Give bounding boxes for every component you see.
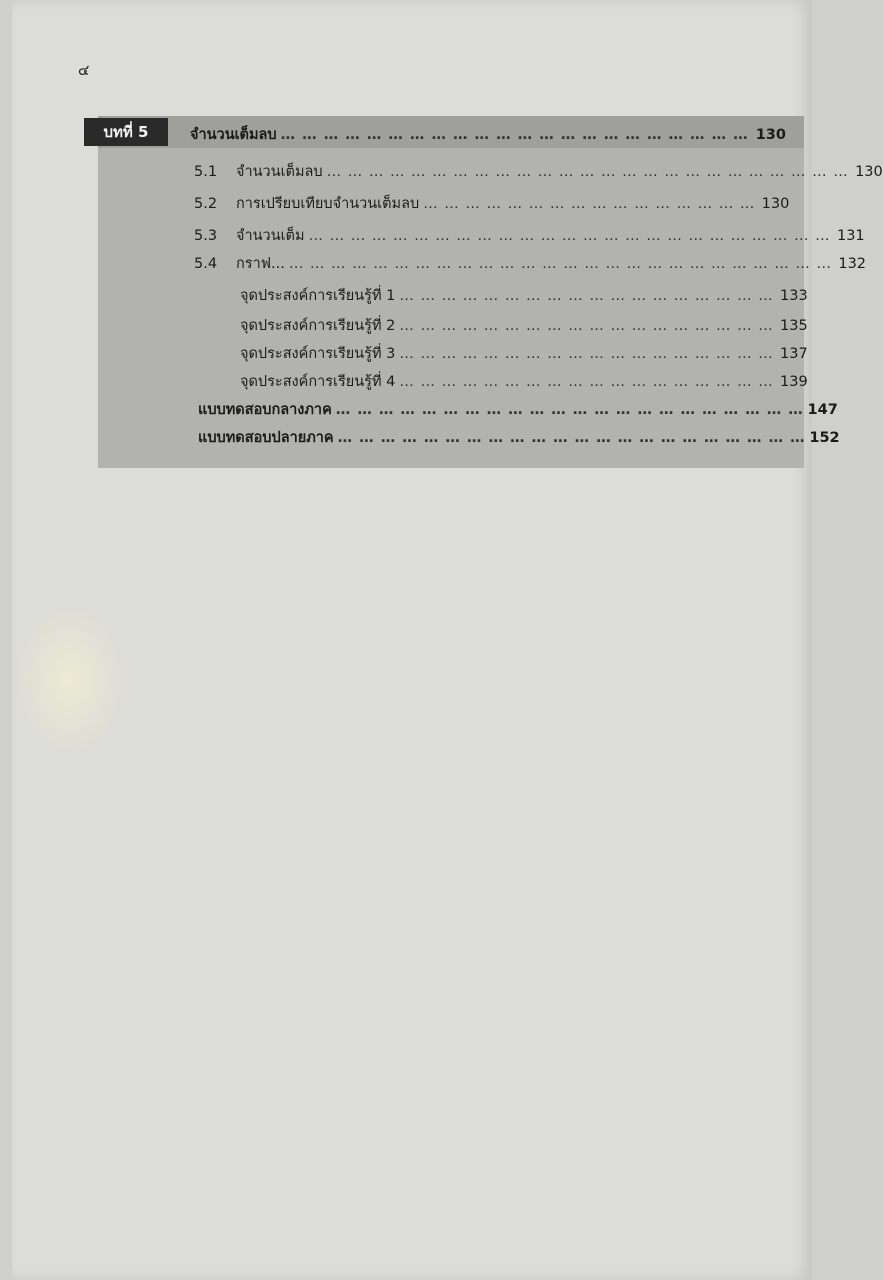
dot-leader: … … … … … … … … … … … … … … … … — [423, 196, 756, 212]
dot-leader: … … … … … … … … … … … … … … … … … … — [399, 318, 774, 334]
chapter-page: 130 — [755, 127, 786, 143]
objective-page: 135 — [780, 318, 808, 334]
dot-leader: … … … … … … … … … … … … … … … … … … … … … … — [280, 127, 749, 143]
entry-number: 5.4 — [194, 256, 218, 272]
dot-leader: … … … … … … … … … … … … … … … … … … … … … … … … … … — [288, 256, 833, 272]
dot-leader: … … … … … … … … … … … … … … … … … … — [399, 346, 774, 362]
dot-leader: … … … … … … … … … … … … … … … … … … … … … … — [337, 430, 806, 446]
entry-number: 5.2 — [194, 196, 218, 212]
objective-title: จุดประสงค์การเรียนรู้ที่ 2 — [240, 318, 396, 334]
chapter-row — [190, 123, 786, 146]
entry-title: จำนวนเต็ม — [236, 228, 305, 244]
chapter-title: จำนวนเต็มลบ — [190, 127, 277, 143]
toc-entry — [194, 160, 883, 183]
toc-entry — [194, 224, 865, 247]
entry-title: กราฟ... — [236, 256, 285, 272]
objective-page: 139 — [780, 374, 808, 390]
objective-title: จุดประสงค์การเรียนรู้ที่ 4 — [240, 374, 396, 390]
table-of-contents — [98, 116, 883, 468]
book-page — [12, 0, 883, 1280]
entry-number: 5.3 — [194, 228, 218, 244]
chapter-tag: บทที่ 5 — [84, 118, 168, 146]
entry-title: จำนวนเต็มลบ — [236, 164, 323, 180]
exam-entry — [198, 398, 838, 421]
objective-entry — [240, 342, 808, 365]
dot-leader: … … … … … … … … … … … … … … … … … … … … … … … … … — [326, 164, 849, 180]
entry-title: การเปรียบเทียบจำนวนเต็มลบ — [236, 196, 420, 212]
chapter-header — [98, 116, 804, 148]
entry-page: 130 — [761, 196, 790, 212]
dot-leader: … … … … … … … … … … … … … … … … … … … … … … … … … — [308, 228, 831, 244]
objective-page: 133 — [780, 288, 808, 304]
objective-entry — [240, 370, 808, 393]
exam-title: แบบทดสอบกลางภาค — [198, 402, 332, 418]
exam-entry — [198, 426, 840, 449]
objective-page: 137 — [780, 346, 808, 362]
dot-leader: … … … … … … … … … … … … … … … … … … … … … … — [335, 402, 804, 418]
objective-entry — [240, 314, 808, 337]
objective-entry — [240, 284, 808, 307]
exam-page: 152 — [809, 430, 840, 446]
dot-leader: … … … … … … … … … … … … … … … … … … — [399, 374, 774, 390]
page-number: ๔ — [78, 61, 90, 79]
exam-title: แบบทดสอบปลายภาค — [198, 430, 334, 446]
objective-title: จุดประสงค์การเรียนรู้ที่ 3 — [240, 346, 396, 362]
entry-number: 5.1 — [194, 164, 218, 180]
entry-page: 130 — [855, 164, 883, 180]
toc-entry — [194, 192, 790, 215]
toc-entry — [194, 252, 867, 275]
dot-leader: … … … … … … … … … … … … … … … … … … — [399, 288, 774, 304]
entry-page: 131 — [836, 228, 865, 244]
entry-page: 132 — [838, 256, 867, 272]
paper-stain — [12, 600, 127, 760]
exam-page: 147 — [807, 402, 838, 418]
objective-title: จุดประสงค์การเรียนรู้ที่ 1 — [240, 288, 396, 304]
